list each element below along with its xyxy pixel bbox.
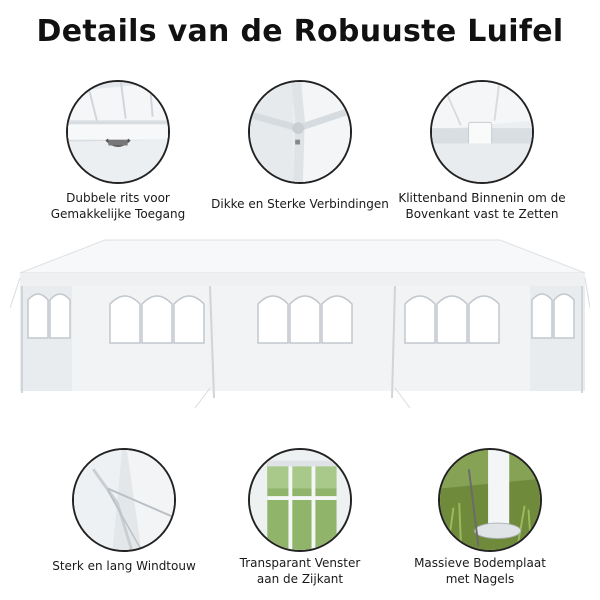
wind-rope-icon bbox=[72, 448, 176, 552]
pole-joint-icon bbox=[248, 80, 352, 184]
zipper-detail-icon bbox=[66, 80, 170, 184]
side-window-icon bbox=[248, 448, 352, 552]
caption-zipper: Dubbele rits voor Gemakkelijke Toegang bbox=[50, 191, 186, 221]
caption-window: Transparant Venster aan de Zijkant bbox=[239, 556, 361, 586]
page-title: Details van de Robuuste Luifel bbox=[36, 14, 564, 49]
caption-velcro: Klittenband Binnenin om de Bovenkant vast te Zetten bbox=[398, 191, 566, 221]
caption-baseplate: Massieve Bodemplaat met Nagels bbox=[414, 556, 546, 586]
caption-joint: Dikke en Sterke Verbindingen bbox=[211, 197, 389, 211]
caption-rope: Sterk en lang Windtouw bbox=[52, 559, 196, 573]
tent-image bbox=[10, 238, 590, 408]
velcro-strap-icon bbox=[430, 80, 534, 184]
base-plate-icon bbox=[438, 448, 542, 552]
